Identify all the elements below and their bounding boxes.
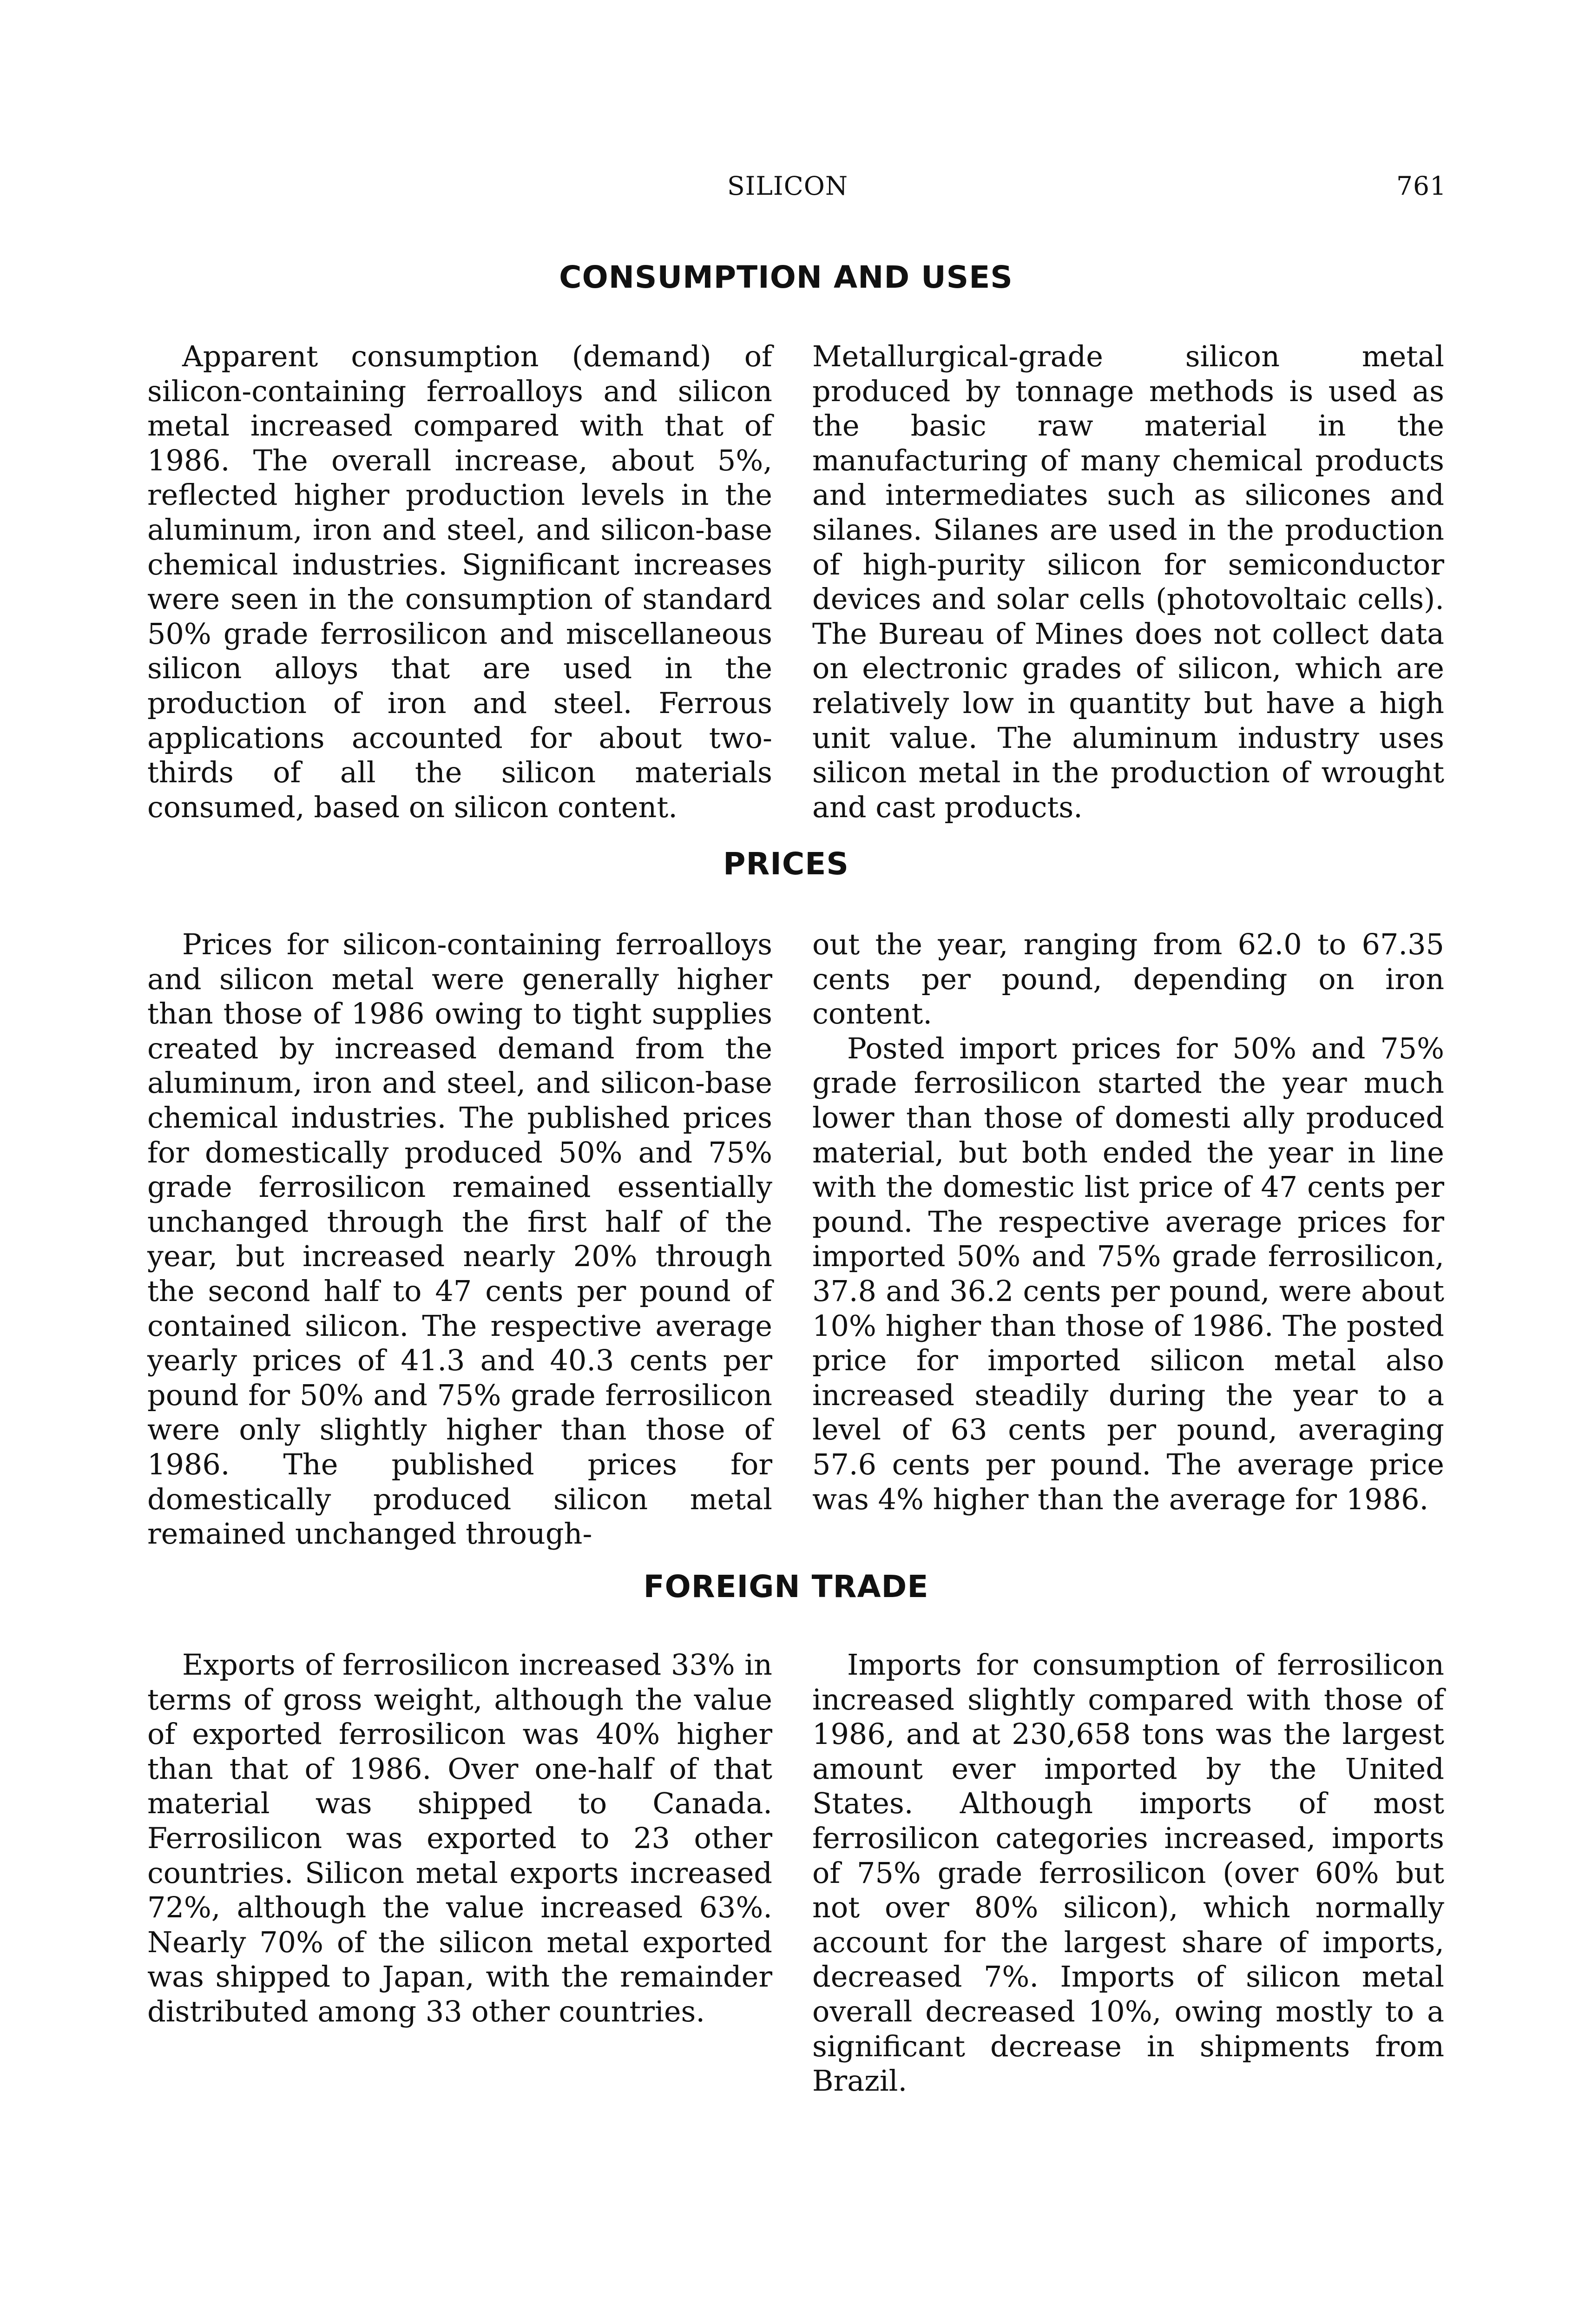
consumption-paragraph-1: Apparent consumption (demand) of silicon-containing ferroalloys and silicon metal increased compared with that of 1986. The overall increase, about 5%, reflected higher production levels in the aluminum, iron and steel, and silicon-base chemical industries. Significant increases were seen in the consumption of standard 50% grade ferrosilicon and miscellaneous silicon alloys that are used in the production of iron and steel. Ferrous applications accounted for about two-thirds of all the silicon materials consumed, based on silicon content.	[147, 339, 772, 824]
consumption-right-column	[812, 339, 1444, 825]
running-head-title: SILICON	[727, 171, 848, 201]
prices-paragraph-1: Prices for silicon-containing ferroalloys and silicon metal were generally higher than those of 1986 owing to tight supplies created by increased demand from the aluminum, iron and steel, and silicon-base chemical industries. The published prices for domestically produced 50% and 75% grade ferrosilicon remained essentially unchanged through the first half of the year, but increased nearly 20% through the second half to 47 cents per pound of contained silicon. The respective average yearly prices of 41.3 and 40.3 cents per pound for 50% and 75% grade ferrosilicon were only slightly higher than those of 1986. The published prices for domestically produced silicon metal remained unchanged through-	[147, 927, 772, 1551]
page-number: 761	[1396, 171, 1447, 201]
foreign-trade-paragraph-2: Imports for consumption of ferrosilicon increased slightly compared with those of 1986, and at 230,658 tons was the largest amount ever imported by the United States. Although imports of most ferrosilicon categories increased, imports of 75% grade ferrosilicon (over 60% but not over 80% silicon), which normally account for the largest share of imports, decreased 7%. Imports of silicon metal overall decreased 10%, owing mostly to a significant decrease in shipments from Brazil.	[812, 1648, 1444, 2098]
foreign-trade-paragraph-1: Exports of ferrosilicon increased 33% in terms of gross weight, although the value of exported ferrosilicon was 40% higher than that of 1986. Over one-half of that material was shipped to Canada. Ferrosilicon was exported to 23 other countries. Silicon metal exports increased 72%, although the value increased 63%. Nearly 70% of the silicon metal exported was shipped to Japan, with the remainder distributed among 33 other countries.	[147, 1648, 772, 2028]
prices-left-column	[147, 927, 772, 1552]
section-heading-consumption: CONSUMPTION AND USES	[559, 259, 1013, 295]
consumption-left-column	[147, 339, 772, 825]
section-heading-foreign-trade: FOREIGN TRADE	[643, 1569, 929, 1604]
foreign-trade-left-column	[147, 1648, 772, 2029]
prices-paragraph-2: Posted import prices for 50% and 75% grade ferrosilicon started the year much lower than those of domesti ally produced material, but both ended the year in line with the domestic list price of 47 cents per pound. The respective average prices for imported 50% and 75% grade ferrosilicon, 37.8 and 36.2 cents per pound, were about 10% higher than those of 1986. The posted price for imported silicon metal also increased steadily during the year to a level of 63 cents per pound, averaging 57.6 cents per pound. The average price was 4% higher than the average for 1986.	[812, 1031, 1444, 1516]
prices-right-column	[812, 927, 1444, 1517]
section-heading-prices: PRICES	[723, 846, 849, 882]
prices-paragraph-continued: out the year, ranging from 62.0 to 67.35 cents per pound, depending on iron content.	[812, 927, 1444, 1031]
consumption-paragraph-2: Metallurgical-grade silicon metal produced by tonnage methods is used as the basic raw material in the manufacturing of many chemical products and intermediates such as silicones and silanes. Silanes are used in the production of high-purity silicon for semiconductor devices and solar cells (photovoltaic cells). The Bureau of Mines does not collect data on electronic grades of silicon, which are relatively low in quantity but have a high unit value. The aluminum industry uses silicon metal in the production of wrought and cast products.	[812, 339, 1444, 824]
foreign-trade-right-column	[812, 1648, 1444, 2099]
